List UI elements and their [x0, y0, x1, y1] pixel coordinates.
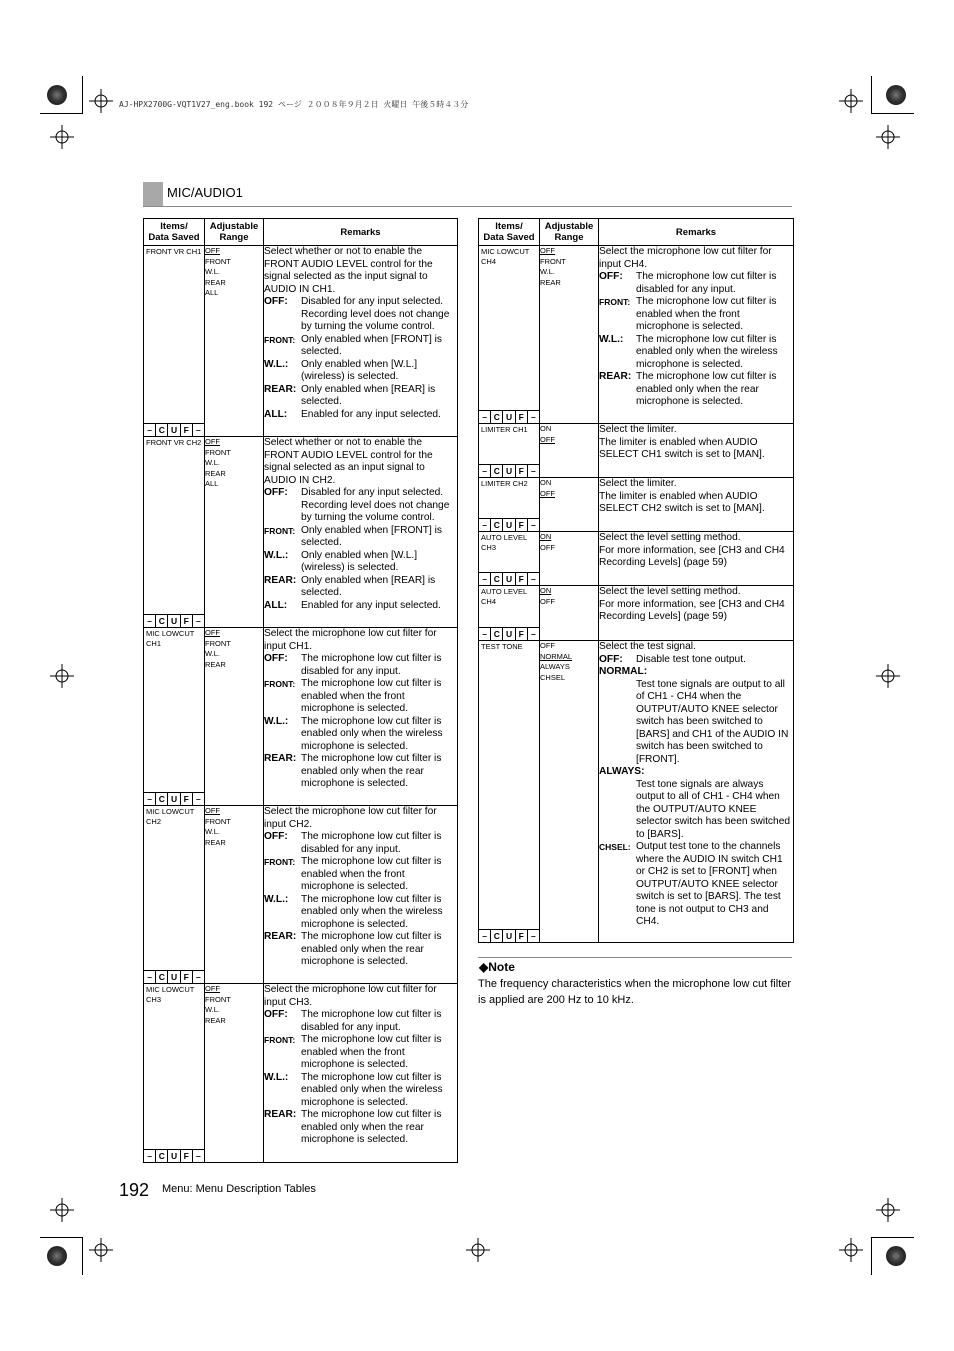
range-option: FRONT — [205, 816, 231, 826]
option-row — [264, 525, 457, 550]
header-remarks: Remarks — [264, 219, 458, 246]
data-saved-flag: F — [180, 793, 192, 805]
range-option: OFF — [205, 628, 220, 637]
data-saved-flag: – — [527, 930, 539, 942]
range-option: OFF — [205, 984, 220, 993]
option-desc: The microphone low cut filter is disabled for any input. — [301, 653, 442, 677]
item-cell — [479, 586, 540, 641]
range-cell — [540, 424, 599, 478]
option-desc: The microphone low cut filter is enabled only when the wireless microphone is selected. — [301, 1071, 443, 1108]
data-saved-flag: – — [482, 520, 487, 530]
item-cell — [144, 437, 205, 628]
range-option: REAR — [540, 277, 561, 287]
data-saved-flag: – — [527, 573, 539, 585]
range-option: W.L. — [540, 267, 556, 276]
crop-line — [82, 76, 83, 114]
option-desc: Test tone signals are output to all of CH1 - CH4 when the OUTPUT/AUTO KNEE selector switch has been switched to [BARS] and CH1 of the AUDIO IN switch has been switched to [FRONT]. — [636, 678, 789, 765]
data-saved-flag: C — [155, 971, 167, 983]
option-row — [599, 654, 793, 667]
data-saved-flag: U — [502, 930, 514, 942]
table-row — [479, 586, 794, 641]
registration-disc-icon — [47, 1246, 67, 1266]
table-row — [144, 628, 458, 806]
remarks-intro: Select the test signal. — [599, 641, 696, 652]
option-row — [264, 1009, 457, 1034]
data-saved-flag: – — [147, 1151, 152, 1161]
range-option: ALWAYS — [540, 662, 570, 671]
remarks-cell — [599, 641, 794, 943]
range-cell — [540, 641, 599, 943]
data-saved-flag: – — [482, 574, 487, 584]
range-cell — [205, 628, 264, 806]
data-saved-flag: – — [192, 971, 204, 983]
section-marker — [143, 182, 163, 206]
crop-line — [871, 113, 914, 114]
range-option: REAR — [205, 837, 226, 847]
table-row — [479, 641, 794, 943]
option-desc: The microphone low cut filter is disabled for any input. — [301, 831, 442, 855]
range-option: OFF — [540, 488, 555, 498]
range-option: W.L. — [205, 649, 221, 658]
table-row — [479, 246, 794, 424]
remarks-cell — [264, 628, 458, 806]
crosshair-icon — [839, 89, 863, 113]
option-key: REAR: — [264, 1109, 297, 1120]
data-saved-flags — [479, 410, 539, 423]
data-saved-flag: F — [180, 424, 192, 436]
option-desc: The microphone low cut filter is enabled only when the wireless microphone is selected. — [636, 333, 778, 370]
option-key: OFF: — [264, 831, 288, 842]
data-saved-flags — [479, 572, 539, 585]
data-saved-flag: – — [482, 466, 487, 476]
data-saved-flags — [144, 614, 204, 627]
range-option: REAR — [205, 468, 226, 478]
table-row — [144, 437, 458, 628]
data-saved-flag: – — [482, 931, 487, 941]
data-saved-flags — [144, 1149, 204, 1162]
table-row — [144, 246, 458, 437]
data-saved-flag: – — [527, 519, 539, 531]
table-row — [479, 478, 794, 532]
data-saved-flags — [144, 423, 204, 436]
option-row — [264, 716, 457, 754]
option-desc: Test tone signals are always output to all of CH1 - CH4 when the OUTPUT/AUTO KNEE selector switch has been switched to [BARS]. — [636, 778, 791, 840]
remarks-cell — [599, 478, 794, 532]
option-desc: The microphone low cut filter is disabled for any input. — [301, 1009, 442, 1033]
data-saved-flag: C — [490, 573, 502, 585]
range-option: ON — [540, 532, 552, 541]
item-name: MIC LOWCUT CH3 — [146, 985, 195, 1004]
data-saved-flag: U — [502, 411, 514, 423]
range-option: FRONT — [205, 994, 231, 1004]
data-saved-flag: – — [192, 793, 204, 805]
option-row — [264, 334, 457, 359]
range-option: OFF — [540, 434, 555, 444]
option-key: FRONT: — [264, 1035, 296, 1045]
option-desc: Only enabled when [FRONT] is selected. — [301, 524, 442, 548]
item-name: LIMITER CH2 — [481, 479, 528, 488]
data-saved-flag: – — [527, 628, 539, 640]
data-saved-flag: – — [192, 424, 204, 436]
option-desc: Only enabled when [REAR] is selected. — [301, 383, 436, 407]
remarks-cell — [599, 532, 794, 586]
option-row — [264, 1034, 457, 1072]
option-row — [599, 271, 793, 296]
crop-line — [40, 1237, 83, 1238]
crosshair-icon — [876, 125, 900, 149]
data-saved-flag: – — [147, 972, 152, 982]
option-row — [264, 753, 457, 791]
data-saved-flag: C — [490, 411, 502, 423]
crosshair-icon — [89, 89, 113, 113]
data-saved-flag: C — [490, 465, 502, 477]
page-footer: Menu: Menu Description Tables — [162, 1183, 316, 1195]
range-option: OFF — [205, 437, 220, 446]
option-key: REAR: — [264, 753, 297, 764]
data-saved-flag: C — [155, 1150, 167, 1162]
data-saved-flags — [479, 518, 539, 531]
option-desc: The microphone low cut filter is disabled for any input. — [636, 271, 777, 295]
data-saved-flag: – — [482, 412, 487, 422]
section-title: MIC/AUDIO1 — [167, 185, 243, 200]
option-desc: The microphone low cut filter is enabled only when the rear microphone is selected. — [301, 1109, 442, 1145]
data-saved-flag: F — [515, 573, 527, 585]
option-row — [264, 653, 457, 678]
range-cell — [205, 984, 264, 1163]
data-saved-flags — [479, 627, 539, 640]
data-saved-flag: F — [180, 615, 192, 627]
crosshair-icon — [50, 125, 74, 149]
option-desc: The microphone low cut filter is enabled only when the wireless microphone is selected. — [301, 893, 443, 930]
remarks-intro: Select the limiter. The limiter is enabled when AUDIO SELECT CH2 switch is set to [MAN]. — [599, 478, 765, 514]
item-cell — [479, 641, 540, 943]
option-key: ALL: — [264, 408, 288, 420]
range-option: OFF — [540, 246, 555, 255]
option-key: OFF: — [264, 1009, 288, 1020]
range-option: ALL — [205, 479, 219, 488]
option-row — [599, 841, 793, 929]
data-saved-flag: – — [192, 1150, 204, 1162]
range-option: FRONT — [205, 638, 231, 648]
option-row — [264, 894, 457, 932]
range-option: FRONT — [205, 256, 231, 266]
range-option: W.L. — [205, 267, 221, 276]
right-menu-table — [478, 218, 794, 943]
item-cell — [479, 478, 540, 532]
option-key: REAR: — [599, 371, 632, 382]
item-name: MIC LOWCUT CH2 — [146, 807, 195, 826]
remarks-cell — [264, 984, 458, 1163]
crop-line — [82, 1237, 83, 1275]
data-saved-flag: – — [147, 794, 152, 804]
data-saved-flag: U — [167, 1150, 179, 1162]
registration-disc-icon — [886, 85, 906, 105]
header-range: Adjustable Range — [540, 219, 599, 246]
option-key: OFF: — [264, 296, 288, 307]
print-header: AJ-HPX2700G-VQT1V27_eng.book 192 ページ ２００８年９月２日 火曜日 午後５時４３分 — [119, 100, 469, 109]
range-cell — [540, 246, 599, 424]
data-saved-flag: C — [490, 930, 502, 942]
table-row — [479, 424, 794, 478]
option-row — [264, 550, 457, 575]
data-saved-flags — [479, 464, 539, 477]
data-saved-flag: F — [515, 519, 527, 531]
option-row — [264, 1072, 457, 1110]
crop-line — [871, 76, 872, 114]
option-key: ALL: — [264, 599, 288, 611]
remarks-intro: Select the microphone low cut filter for input CH3. — [264, 984, 437, 1008]
header-items: Items/ Data Saved — [479, 219, 540, 246]
item-cell — [144, 806, 205, 984]
note-rule — [478, 957, 792, 958]
crop-line — [871, 1237, 914, 1238]
item-cell — [144, 246, 205, 437]
data-saved-flag: F — [180, 1150, 192, 1162]
option-row — [599, 371, 793, 409]
item-name: MIC LOWCUT CH4 — [481, 247, 530, 266]
option-key: ALWAYS: — [599, 766, 645, 777]
data-saved-flag: U — [502, 519, 514, 531]
option-key: NORMAL: — [599, 666, 648, 677]
range-option: OFF — [205, 246, 220, 255]
data-saved-flag: F — [515, 411, 527, 423]
option-desc: The microphone low cut filter is enabled only when the rear microphone is selected. — [301, 931, 442, 967]
option-desc: The microphone low cut filter is enabled only when the wireless microphone is selected. — [301, 715, 443, 752]
data-saved-flag: – — [527, 465, 539, 477]
range-option: OFF — [205, 806, 220, 815]
range-cell — [205, 246, 264, 437]
data-saved-flag: – — [482, 629, 487, 639]
range-option: CHSEL — [540, 672, 566, 682]
option-desc: Only enabled when [FRONT] is selected. — [301, 333, 442, 357]
option-key: REAR: — [264, 931, 297, 942]
option-key: OFF: — [599, 271, 623, 282]
option-row — [264, 409, 457, 422]
header-remarks: Remarks — [599, 219, 794, 246]
range-option: W.L. — [205, 458, 221, 467]
remarks-intro: Select the microphone low cut filter for input CH2. — [264, 806, 437, 830]
range-option: FRONT — [540, 256, 566, 266]
item-name: FRONT VR CH1 — [146, 247, 202, 256]
data-saved-flag: – — [147, 425, 152, 435]
data-saved-flag: U — [167, 424, 179, 436]
remarks-cell — [264, 246, 458, 437]
header-range: Adjustable Range — [205, 219, 264, 246]
option-desc: The microphone low cut filter is enabled only when the rear microphone is selected. — [301, 753, 442, 789]
option-key: CHSEL: — [599, 842, 631, 852]
crop-line — [40, 113, 83, 114]
item-name: AUTO LEVEL CH4 — [481, 587, 527, 606]
data-saved-flag: F — [180, 971, 192, 983]
registration-disc-icon — [886, 1246, 906, 1266]
remarks-cell — [264, 806, 458, 984]
item-cell — [479, 246, 540, 424]
data-saved-flag: – — [147, 616, 152, 626]
option-key: FRONT: — [599, 297, 631, 307]
option-key: OFF: — [264, 653, 288, 664]
section-rule — [143, 206, 792, 207]
remarks-cell — [599, 424, 794, 478]
option-row — [264, 931, 457, 969]
data-saved-flag: C — [490, 519, 502, 531]
remarks-intro: Select the microphone low cut filter for input CH1. — [264, 628, 437, 652]
option-row — [264, 575, 457, 600]
option-desc: The microphone low cut filter is enabled only when the rear microphone is selected. — [636, 371, 777, 407]
data-saved-flag: F — [515, 465, 527, 477]
item-cell — [144, 628, 205, 806]
crosshair-icon — [50, 1198, 74, 1222]
option-row — [264, 1109, 457, 1147]
range-option: W.L. — [205, 1005, 221, 1014]
remarks-intro: Select the limiter. The limiter is enabled when AUDIO SELECT CH1 switch is set to [MAN]. — [599, 424, 765, 460]
range-option: FRONT — [205, 447, 231, 457]
range-option: OFF — [540, 596, 555, 606]
option-key: REAR: — [264, 574, 297, 586]
data-saved-flag: F — [515, 930, 527, 942]
range-option: REAR — [205, 1015, 226, 1025]
page-number: 192 — [119, 1180, 150, 1200]
option-key: W.L.: — [264, 715, 289, 727]
data-saved-flag: F — [515, 628, 527, 640]
remarks-cell — [599, 586, 794, 641]
remarks-intro: Select the level setting method. For more information, see [CH3 and CH4 Recording Levels] (page 59) — [599, 532, 785, 568]
data-saved-flag: U — [502, 628, 514, 640]
option-key: FRONT: — [264, 334, 296, 345]
option-key: FRONT: — [264, 679, 296, 689]
option-desc: The microphone low cut filter is enabled when the front microphone is selected. — [636, 296, 777, 332]
header-items: Items/ Data Saved — [144, 219, 205, 246]
remarks-intro: Select whether or not to enable the FRONT AUDIO LEVEL control for the signal selected as the input signal to AUDIO IN CH1. — [264, 246, 433, 295]
crosshair-icon — [50, 664, 74, 688]
crosshair-icon — [466, 1238, 490, 1262]
crosshair-icon — [89, 1238, 113, 1262]
option-row — [599, 334, 793, 372]
option-key: W.L.: — [264, 1071, 289, 1083]
data-saved-flag: U — [167, 793, 179, 805]
range-cell — [205, 437, 264, 628]
option-row — [264, 487, 457, 525]
item-name: MIC LOWCUT CH1 — [146, 629, 195, 648]
data-saved-flag: U — [167, 615, 179, 627]
range-option: ALL — [205, 288, 219, 297]
option-key: FRONT: — [264, 857, 296, 867]
range-option: ON — [540, 586, 552, 595]
option-desc: Disable test tone output. — [636, 653, 746, 665]
item-cell — [144, 984, 205, 1163]
table-row — [479, 532, 794, 586]
remarks-cell — [264, 437, 458, 628]
range-option: W.L. — [205, 827, 221, 836]
option-row — [264, 359, 457, 384]
registration-disc-icon — [47, 85, 67, 105]
remarks-intro: Select the microphone low cut filter for input CH4. — [599, 246, 772, 270]
option-desc: Only enabled when [W.L.] (wireless) is selected. — [301, 549, 418, 573]
option-row — [264, 384, 457, 409]
note-title: ◆Note — [479, 960, 515, 974]
option-desc: Only enabled when [W.L.] (wireless) is selected. — [301, 358, 418, 382]
data-saved-flag: – — [527, 411, 539, 423]
option-key: W.L.: — [599, 333, 624, 345]
item-name: AUTO LEVEL CH3 — [481, 533, 527, 552]
option-row — [599, 296, 793, 334]
crop-line — [871, 1237, 872, 1275]
option-key: OFF: — [264, 487, 288, 498]
left-menu-table — [143, 218, 458, 1163]
data-saved-flags — [144, 970, 204, 983]
option-row — [264, 856, 457, 894]
table-row — [144, 984, 458, 1163]
item-name: LIMITER CH1 — [481, 425, 528, 434]
option-key: FRONT: — [264, 525, 296, 536]
data-saved-flags — [479, 929, 539, 942]
range-option: OFF — [540, 641, 555, 650]
range-option: NORMAL — [540, 651, 573, 661]
remarks-cell — [599, 246, 794, 424]
option-key: W.L.: — [264, 549, 289, 561]
option-desc: Enabled for any input selected. — [301, 599, 441, 611]
option-desc: The microphone low cut filter is enabled when the front microphone is selected. — [301, 856, 442, 892]
table-row — [144, 806, 458, 984]
option-key: W.L.: — [264, 893, 289, 905]
option-desc: Disabled for any input selected. Recording level does not change by turning the volume control. — [301, 487, 450, 523]
crosshair-icon — [839, 1238, 863, 1262]
range-cell — [540, 586, 599, 641]
note-body: The frequency characteristics when the microphone low cut filter is applied are 200 Hz to 10 kHz. — [478, 978, 792, 1006]
option-key: REAR: — [264, 383, 297, 395]
data-saved-flag: C — [155, 615, 167, 627]
range-option: REAR — [205, 659, 226, 669]
range-cell — [540, 478, 599, 532]
crosshair-icon — [876, 664, 900, 688]
option-desc: Disabled for any input selected. Recording level does not change by turning the volume control. — [301, 296, 450, 332]
range-option: ON — [540, 478, 552, 487]
data-saved-flag: U — [167, 971, 179, 983]
range-option: ON — [540, 424, 552, 433]
option-row — [264, 296, 457, 334]
option-desc: The microphone low cut filter is enabled when the front microphone is selected. — [301, 678, 442, 714]
option-desc: Only enabled when [REAR] is selected. — [301, 574, 436, 598]
range-option: OFF — [540, 542, 555, 552]
remarks-intro: Select the level setting method. For more information, see [CH3 and CH4 Recording Levels] (page 59) — [599, 586, 785, 622]
crosshair-icon — [876, 1198, 900, 1222]
item-name: TEST TONE — [481, 642, 523, 651]
data-saved-flag: C — [490, 628, 502, 640]
option-key: W.L.: — [264, 358, 289, 370]
option-desc: Enabled for any input selected. — [301, 408, 441, 420]
item-name: FRONT VR CH2 — [146, 438, 202, 447]
option-desc: Output test tone to the channels where the AUDIO IN switch CH1 or CH2 is set to [FRONT] when OUTPUT/AUTO KNEE selector switch is set to [BARS]. The test tone is not output to CH3 and CH4. — [636, 841, 783, 927]
option-row — [264, 831, 457, 856]
data-saved-flag: U — [502, 573, 514, 585]
option-row — [264, 678, 457, 716]
range-cell — [205, 806, 264, 984]
data-saved-flags — [144, 792, 204, 805]
data-saved-flag: – — [192, 615, 204, 627]
option-desc: The microphone low cut filter is enabled when the front microphone is selected. — [301, 1034, 442, 1070]
range-option: REAR — [205, 277, 226, 287]
remarks-intro: Select whether or not to enable the FRONT AUDIO LEVEL control for the signal selected as an input signal to AUDIO IN CH2. — [264, 437, 433, 486]
item-cell — [479, 424, 540, 478]
data-saved-flag: U — [502, 465, 514, 477]
data-saved-flag: C — [155, 793, 167, 805]
option-key: OFF: — [599, 653, 623, 665]
item-cell — [479, 532, 540, 586]
data-saved-flag: C — [155, 424, 167, 436]
range-cell — [540, 532, 599, 586]
option-row — [264, 600, 457, 613]
